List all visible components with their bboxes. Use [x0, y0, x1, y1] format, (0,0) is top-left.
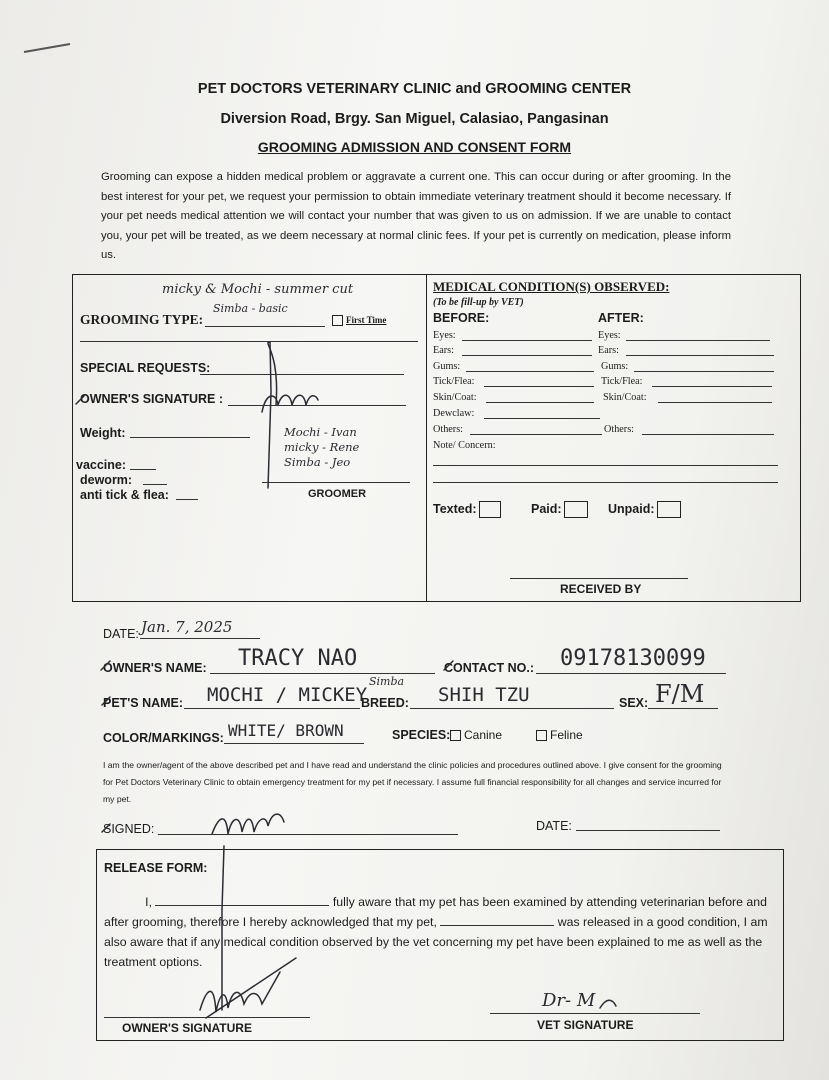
clinic-address: Diversion Road, Brgy. San Miguel, Calasiao, Pangasinan: [220, 111, 609, 127]
release-text-i: I,: [145, 895, 152, 909]
release-title: RELEASE FORM:: [104, 861, 208, 875]
grooming-extra-line: [80, 341, 418, 342]
date-value[interactable]: Jan. 7, 2025: [141, 618, 233, 636]
special-requests-label: SPECIAL REQUESTS:: [80, 361, 211, 375]
texted-label: Texted:: [433, 501, 477, 516]
after-gums-line[interactable]: [634, 371, 774, 372]
note-line-2[interactable]: [433, 482, 778, 483]
release-text-3: was released in a good condition, I am also aware that if any medical condition observed by the vet concerning my pet have been explained to me as well as the treatment options.: [104, 915, 768, 969]
owner-signature-line: [228, 405, 406, 406]
before-gums: Gums:: [433, 361, 461, 372]
before-dewclaw: Dewclaw:: [433, 408, 475, 419]
before-eyes-line[interactable]: [462, 340, 592, 341]
paid-label: Paid:: [531, 501, 562, 516]
first-time-checkbox[interactable]: [332, 315, 386, 326]
sex-value[interactable]: F/M: [655, 680, 705, 708]
vet-sign-value: Dr- M: [542, 990, 596, 1011]
contact-label: CONTACT NO.:: [444, 661, 535, 675]
before-tickflea-line[interactable]: [484, 386, 594, 387]
grooming-type-value-2: Simba - basic: [213, 302, 288, 315]
after-eyes: Eyes:: [598, 330, 621, 341]
before-tickflea: Tick/Flea:: [433, 376, 475, 387]
after-tickflea-line[interactable]: [652, 386, 772, 387]
weight-line: [130, 437, 250, 438]
feline-checkbox[interactable]: [536, 730, 547, 741]
canine-checkbox[interactable]: [450, 730, 461, 741]
owner-signature-release-line[interactable]: [104, 1017, 310, 1018]
vaccine-line: [130, 469, 156, 470]
canine-label: Canine: [464, 728, 503, 742]
received-by-line: [510, 578, 688, 579]
note-concern-label: Note/ Concern:: [433, 440, 496, 451]
color-value[interactable]: WHITE/ BROWN: [228, 721, 344, 740]
after-others: Others:: [604, 424, 634, 435]
before-ears-line[interactable]: [462, 355, 592, 356]
grooming-type-line: [205, 326, 325, 327]
breed-label: BREED:: [361, 696, 409, 710]
deworm-line: [143, 484, 167, 485]
after-ears: Ears:: [598, 345, 619, 356]
after-header: AFTER:: [598, 311, 644, 325]
date-label: DATE:: [103, 627, 139, 641]
groomer-label: GROOMER: [308, 488, 367, 500]
before-others-line[interactable]: [470, 434, 602, 435]
groomer-note-3: Simba - Jeo: [284, 455, 351, 469]
after-tickflea: Tick/Flea:: [601, 376, 643, 387]
signed-line[interactable]: [158, 834, 458, 835]
signed-label: SIGNED:: [103, 822, 155, 836]
intro-paragraph: Grooming can expose a hidden medical problem or aggravate a current one. This can occur during or after grooming. In the best interest for your pet, we request your permission to obtain immediate veterinary treatment should it become necessary. If your pet needs medical attention we will contact your number that was given to us on admission. If we are unable to contact you, your pet will be treated, as we deem necessary at normal clinic fees. If your pet is currently on medication, please inform us.: [101, 171, 731, 261]
before-dewclaw-line[interactable]: [484, 418, 600, 419]
texted-checkbox[interactable]: [479, 501, 501, 518]
medical-subtitle: (To be fill-up by VET): [433, 297, 524, 308]
before-gums-line[interactable]: [466, 371, 594, 372]
after-skincoat-line[interactable]: [658, 402, 772, 403]
pet-name-value[interactable]: MOCHI / MICKEY: [207, 684, 368, 706]
before-others: Others:: [433, 424, 463, 435]
before-skincoat-line[interactable]: [486, 402, 594, 403]
date-line: [140, 638, 260, 639]
form-title: GROOMING ADMISSION AND CONSENT FORM: [257, 139, 572, 155]
vet-signature-line[interactable]: [490, 1013, 700, 1014]
paid-field[interactable]: [531, 501, 588, 518]
pet-name-line: [184, 708, 360, 709]
consent-date-line[interactable]: [576, 830, 720, 831]
color-label: COLOR/MARKINGS:: [103, 731, 224, 745]
weight-label: Weight:: [80, 426, 126, 440]
before-eyes: Eyes:: [433, 330, 456, 341]
note-line-1[interactable]: [433, 465, 778, 466]
anti-tick-label: anti tick & flea:: [80, 488, 169, 502]
feline-label: Feline: [550, 728, 583, 742]
after-eyes-line[interactable]: [626, 340, 770, 341]
unpaid-label: Unpaid:: [608, 501, 655, 516]
owner-name-value[interactable]: TRACY NAO: [238, 646, 358, 671]
release-owner-blank[interactable]: [155, 893, 329, 906]
groomer-note-2: micky - Rene: [284, 440, 360, 454]
texted-field[interactable]: [433, 501, 501, 518]
special-requests-line: [200, 374, 404, 375]
unpaid-checkbox[interactable]: [657, 501, 681, 518]
contact-value[interactable]: 09178130099: [560, 646, 706, 671]
owner-name-label: OWNER'S NAME:: [103, 661, 207, 675]
consent-text: I am the owner/agent of the above described pet and I have read and understand the clinic policies and procedures outlined above. I give consent for the grooming for Pet Doctors Veterinary Clinic to obtain emergency treatment for my pet if necessary. I assume full financial responsibility for all changes and service incurred for my pet.: [103, 760, 722, 804]
pet-name-label: PET'S NAME:: [103, 696, 184, 710]
medical-title: MEDICAL CONDITION(S) OBSERVED:: [433, 279, 670, 294]
release-pet-blank[interactable]: [440, 913, 554, 926]
consent-date-label: DATE:: [536, 819, 572, 833]
paid-checkbox[interactable]: [564, 501, 588, 518]
breed-note: Simba: [369, 675, 405, 688]
contact-line: [536, 673, 726, 674]
after-skincoat: Skin/Coat:: [603, 392, 647, 403]
canine-option[interactable]: [450, 728, 502, 742]
color-line: [224, 743, 364, 744]
release-paragraph: [104, 892, 780, 972]
groomer-notes: [284, 425, 359, 470]
after-others-line[interactable]: [642, 434, 774, 435]
anti-tick-line: [176, 499, 198, 500]
first-time-label: First Time: [346, 315, 387, 325]
after-gums: Gums:: [601, 361, 629, 372]
grooming-type-value-1: micky & Mochi - summer cut: [162, 282, 354, 297]
owner-signature-release-label: OWNER'S SIGNATURE: [122, 1021, 252, 1035]
release-text-2: fully aware that my pet has been examined by attending veterinarian before and after grooming, therefore I hereby acknowledged that my pet,: [104, 895, 767, 929]
received-by-label: RECEIVED BY: [560, 582, 642, 596]
before-skincoat: Skin/Coat:: [433, 392, 477, 403]
grooming-type-label: GROOMING TYPE:: [80, 312, 204, 327]
sex-label: SEX:: [619, 696, 649, 710]
vet-signature-label: VET SIGNATURE: [537, 1018, 634, 1032]
groomer-line: [262, 482, 410, 483]
owner-signature-label: OWNER'S SIGNATURE :: [80, 392, 224, 406]
breed-value[interactable]: SHIH TZU: [438, 684, 530, 706]
owner-name-line: [210, 673, 435, 674]
sex-line: [648, 708, 718, 709]
unpaid-field[interactable]: [608, 501, 681, 518]
after-ears-line[interactable]: [626, 355, 774, 356]
first-time-box-icon[interactable]: [332, 315, 343, 326]
clinic-name: PET DOCTORS VETERINARY CLINIC and GROOMING CENTER: [197, 81, 632, 97]
groomer-note-1: Mochi - Ivan: [284, 425, 357, 439]
before-ears: Ears:: [433, 345, 454, 356]
column-divider: [426, 274, 427, 602]
species-label: SPECIES:: [392, 728, 451, 742]
before-header: BEFORE:: [433, 311, 490, 325]
pen-mark: [22, 40, 74, 56]
vaccine-label: vaccine:: [76, 458, 127, 472]
deworm-label: deworm:: [80, 473, 133, 487]
feline-option[interactable]: [536, 728, 583, 742]
breed-line: [410, 708, 614, 709]
